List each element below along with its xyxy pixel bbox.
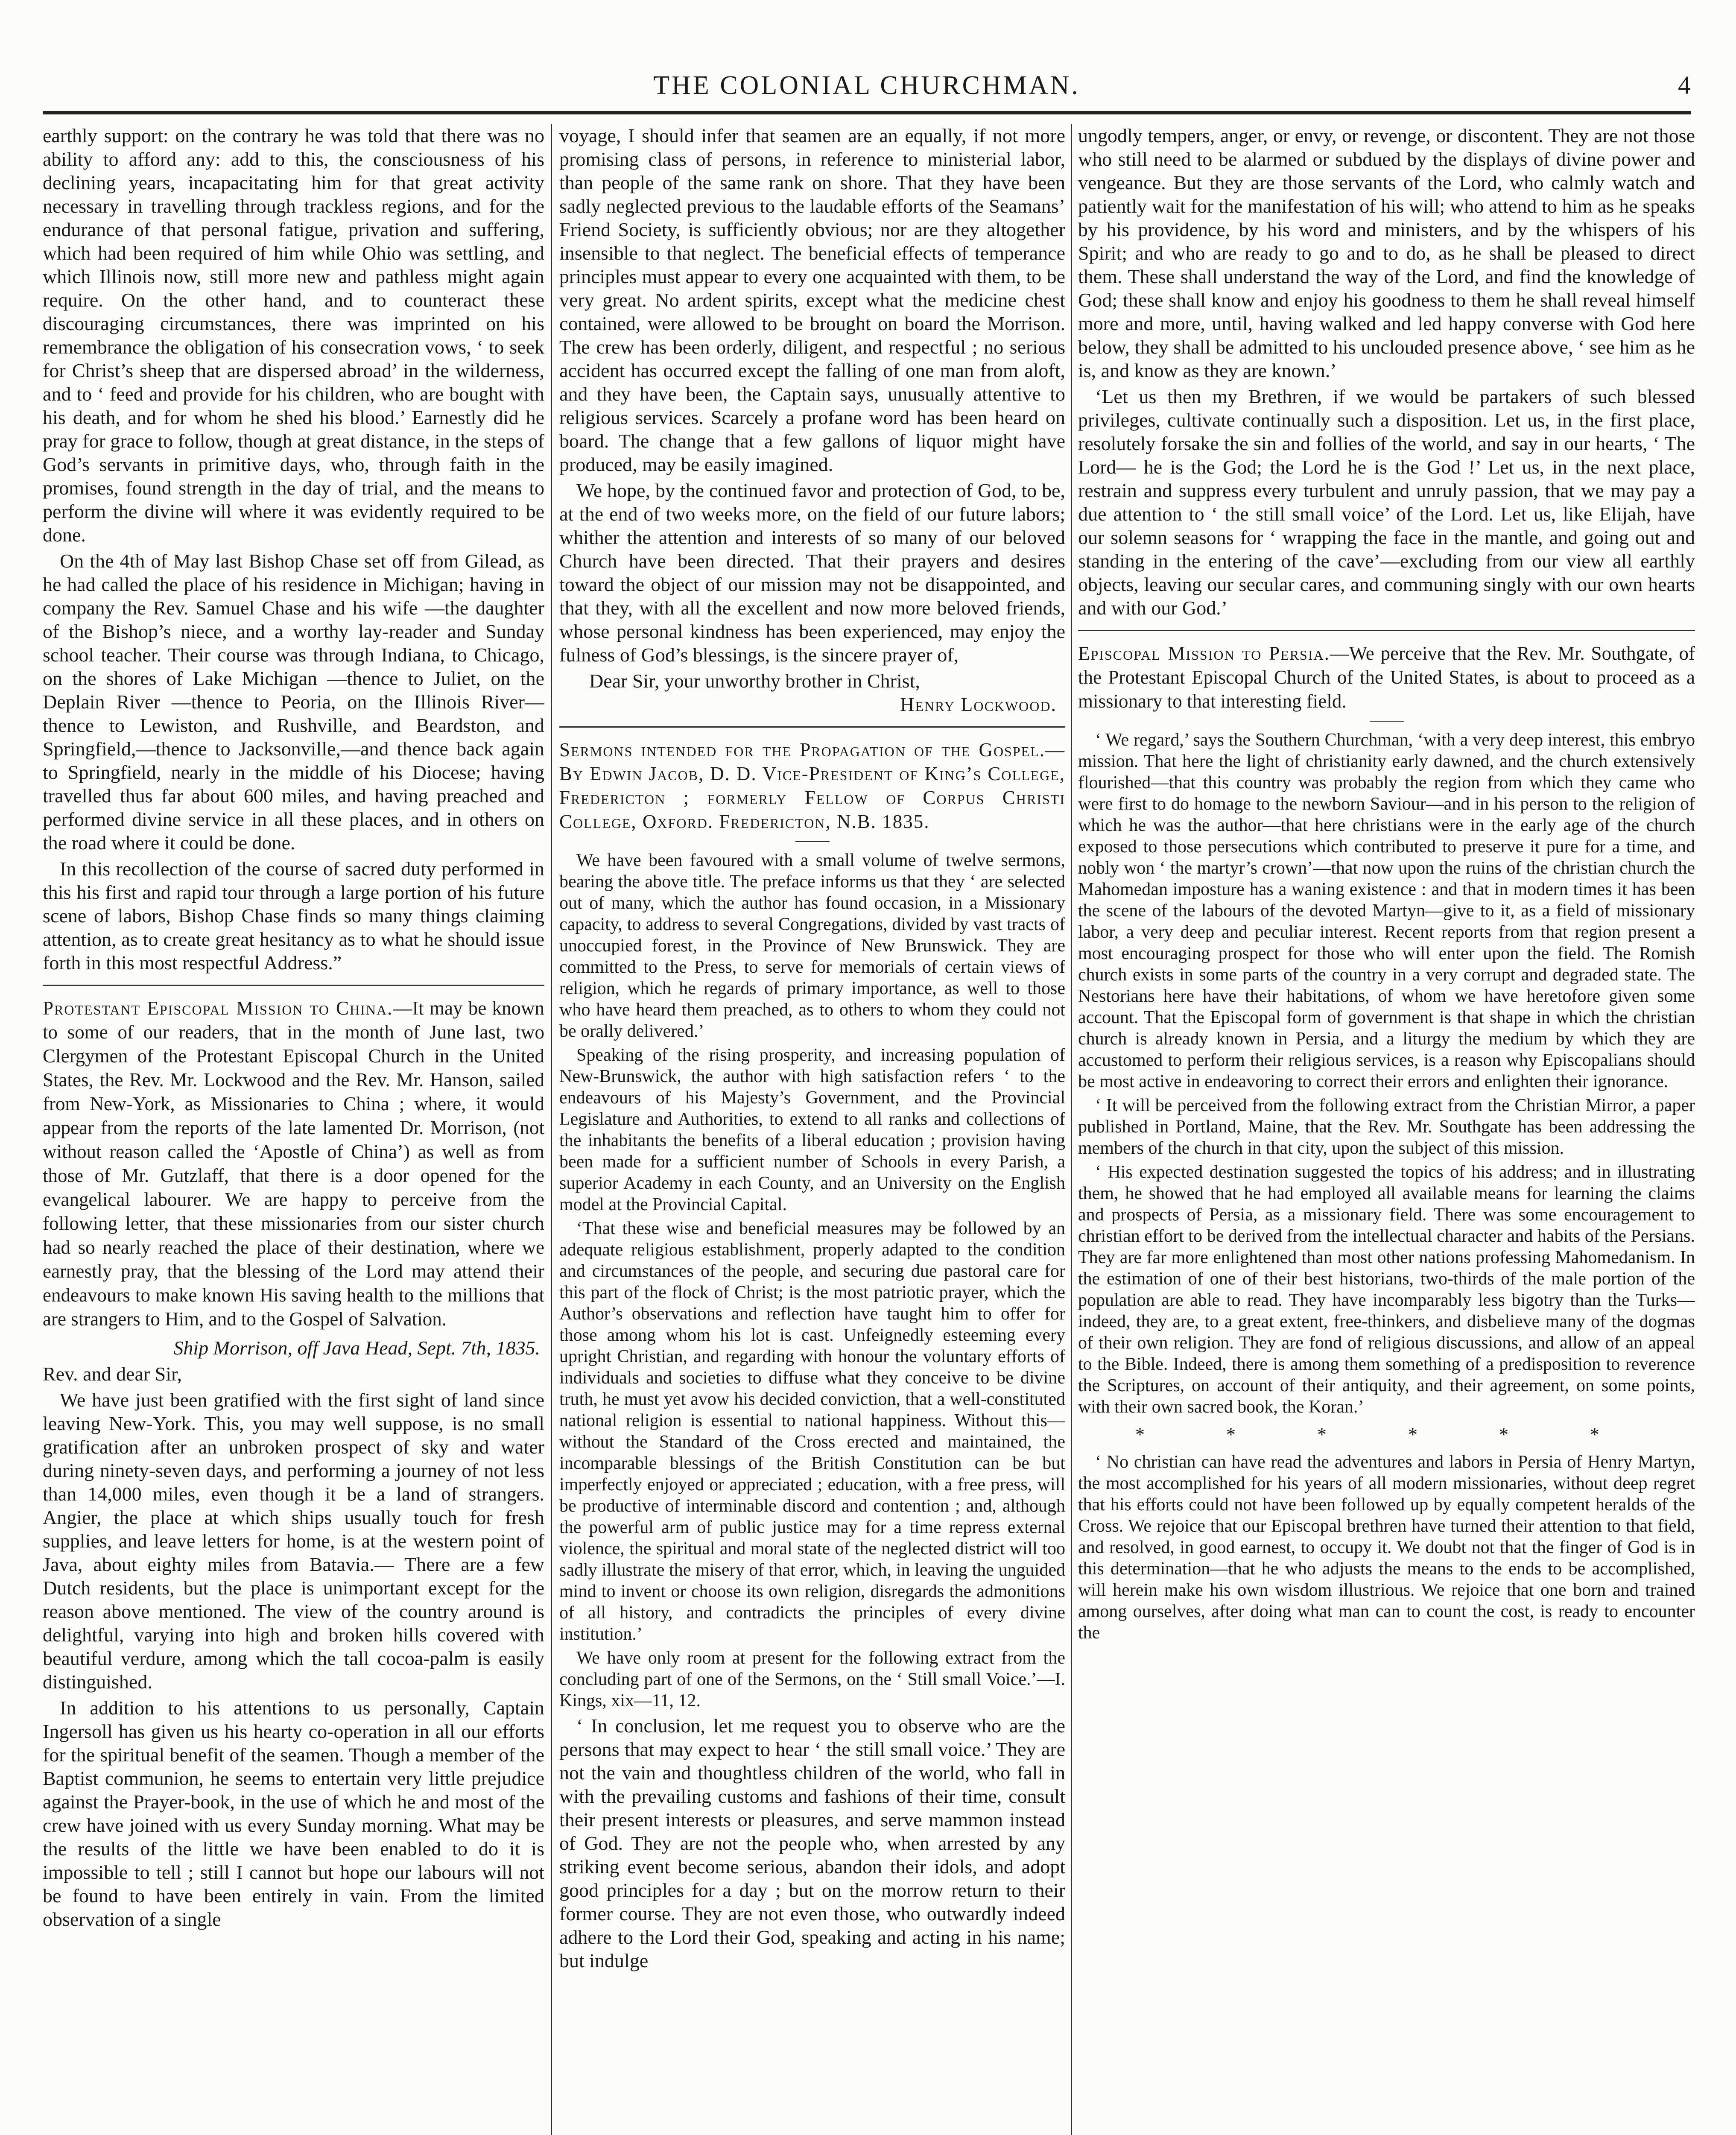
paragraph: ‘ We regard,’ says the Southern Churchman, ‘with a very deep interest, this embryo mission. That here the light of christianity early dawned, and the church extensively flourished—that this country was probably the region from which they came who were first to do homage to the newborn Saviour—and in his person to the religion of which he was the author—that here christians were in the early age of the church exposed to those persecutions which contributed to preserve it pure for a time, and nobly won ‘ the martyr’s crown’—that now upon the ruins of the christian church the Mahomedan imposture has a waning existence : and that in modern times it has been the scene of the labours of the devoted Martyn—give to it, as a field of missionary labor, a very deep and peculiar interest. Recent reports from that region present a most encouraging prospect for those who will enter upon the field. The Romish church exists in some parts of the country in a very corrupt and degraded state. The Nestorians here have their habitations, of whom we have heretofore given some account. That the Episcopal form of government is that shape in which the christian church is already known in Persia, and a liturgy the medium by which they are accustomed to perform their religious services, is a reason why Episcopalians should be most active in endeavoring to correct their errors and enlighten their ignorance. [1078, 730, 1695, 1091]
paragraph: We have just been gratified with the first sight of land since leaving New-York. This, you may well suppose, is no small gratification after an unbroken prospect of sky and water during ninety-seven days, and performing a journey of not less than 14,000 miles, even though it be a land of strangers. Angier, the place at which ships usually touch for fresh supplies, and leave letters for home, is at the western point of Java, about eighty miles from Batavia.— There are a few Dutch residents, but the place is unimportant except for the reason above mentioned. The view of the country around is delightful, varying into high and broken hills covered with beautiful verdure, among which the tall cocoa-palm is easily distinguished. [43, 1389, 544, 1693]
paragraph: ‘That these wise and beneficial measures may be followed by an adequate religious establishment, properly adapted to the condition and circumstances of the people, and securing due pastoral care for this part of the flock of Christ; is the most patriotic prayer, which the Author’s observations and reflection have taught him to offer for those among whom his lot is cast. Unfeignedly esteeming every upright Christian, and regarding with honour the voluntary efforts of individuals and societies to diffuse what they conceive to be divine truth, he must yet avow his decided conviction, that a well-constituted national religion is essential to national happiness. Without this—without the Standard of the Cross erected and maintained, the incomparable blessings of the British Constitution can be but imperfectly enjoyed or appreciated ; education, with a free press, will be productive of interminable discord and contention ; and, although the powerful arm of public justice may for a time repress external violence, the spiritual and moral state of the neglected district will too sadly illustrate the misery of that error, which, in leaving the unguided mind to invent or choose its own religion, disregards the admonitions of all history, and contradicts the principles of every divine institution.’ [559, 1219, 1065, 1644]
column-2 [559, 124, 1065, 2135]
article-heading: Episcopal Mission to Persia. [1078, 643, 1330, 664]
article-heading: Protestant Episcopal Mission to China. [43, 997, 393, 1019]
paragraph: ‘ His expected destination suggested the topics of his address; and in illustrating them, he showed that he had employed all available means for learning the claims and prospects of Persia, as a missionary field. There was some encouragement to christian effort to be derived from the intellectual character and habits of the Persians. They are far more enlightened than most other nations professing Mahomedanism. In the estimation of one of their best historians, two-thirds of the male portion of the population are able to read. They have incomparably less bigotry than the Turks—indeed, they are, to a great extent, free-thinkers, and disbelieve many of the dogmas of their own religion. They are fond of religious discussions, and allow of an appeal to the Bible. Indeed, there is among them something of a predisposition to reverence the Scriptures, on account of their antiquity, and their agreement, on some points, with their own sacred book, the Koran.’ [1078, 1162, 1695, 1417]
paragraph: ‘ In conclusion, let me request you to observe who are the persons that may expect to hear ‘ the still small voice.’ They are not the vain and thoughtless children of the world, who fall in with the prevailing customs and fashions of their time, consult their present interests or pleasures, and serve mammon instead of God. They are not the people who, when arrested by any striking event become serious, abandon their idols, and adopt good principles for a day ; but on the morrow return to their former course. They are not even those, who outwardly indeed adhere to the Lord their God, speaking and acting in his name; but indulge [559, 1715, 1065, 1971]
newspaper-title: THE COLONIAL CHURCHMAN. [653, 71, 1080, 100]
paragraph: In this recollection of the course of sacred duty performed in this his first and rapid tour through a large portion of his future scene of labors, Bishop Chase finds so many things claiming attention, as to create great hesitancy as to what he should issue forth in this most respectful Address.” [43, 858, 544, 974]
paragraph: We have been favoured with a small volume of twelve sermons, bearing the above title. The preface informs us that they ‘ are selected out of many, which the author has found occasion, in a Missionary capacity, to address to several Congregations, divided by vast tracts of unoccupied forest, in the Province of New Brunswick. They are committed to the Press, to serve for memorials of certain views of religion, which he regards of primary importance, as well to those who have heard them preached, as to others to whom they could not be orally delivered.’ [559, 851, 1065, 1041]
letter-salutation: Rev. and dear Sir, [43, 1363, 182, 1385]
paragraph: In addition to his attentions to us personally, Captain Ingersoll has given us his hearty co-operation in all our efforts for the spiritual benefit of the seamen. Though a member of the Baptist communion, he seems to entertain very little prejudice against the Prayer-book, in the use of which he and most of the crew have joined with us every Sunday morning. What may be the results of the little we have been enabled to do it is impossible to tell ; still I cannot but hope our labours will not be found to have been entirely in vain. From the limited observation of a single [43, 1697, 544, 1930]
article-heading-sermons: Sermons intended for the Propagation of the Gospel.—By Edwin Jacob, D. D. Vice-President of King’s College, Fredericton ; formerly Fellow of Corpus Christi College, Oxford. Fredericton, N.B. 1835. [559, 739, 1065, 832]
column-1 [43, 124, 544, 2135]
short-rule [795, 841, 830, 842]
column-divider [1071, 124, 1072, 2135]
section-stars: * * * * * * [1135, 1424, 1638, 1445]
article-china [43, 996, 544, 1331]
masthead-rule [43, 111, 1691, 114]
paragraph: ‘ It will be perceived from the following extract from the Christian Mirror, a paper published in Portland, Maine, that the Rev. Mr. Southgate has been addressing the members of the church in that city, upon the subject of this mission. [1078, 1096, 1695, 1158]
masthead [43, 70, 1691, 109]
article-body: —It may be known to some of our readers, that in the month of June last, two Clergymen of the Protestant Episcopal Church in the United States, the Rev. Mr. Lockwood and the Rev. Mr. Hanson, sailed from New-York, as Missionaries to China ; where, it would appear from the reports of the late lamented Dr. Morrison, (not without reason called the ‘Apostle of China’) as well as from those of Mr. Gutzlaff, that there is a door opened for the evangelical labourer. We are happy to perceive from the following letter, that these missionaries from our sister church had so nearly reached the place of their destination, where we earnestly pray, that the blessing of the Lord may attend their endeavours to make known His saving health to the millions that are strangers to Him, and to the Gospel of Salvation. [43, 997, 544, 1330]
letter-dateline: Ship Morrison, off Java Head, Sept. 7th, 1835. [173, 1337, 540, 1359]
paragraph: We hope, by the continued favor and protection of God, to be, at the end of two weeks more, on the field of our future labors; whither the attention and interests of so many of our beloved Church have been directed. That their prayers and desires toward the object of our mission may not be disappointed, and that they, with all the excellent and now more beloved friends, whose personal kindness has been experienced, may enjoy the fulness of God’s blessings, is the sincere prayer of, [559, 480, 1065, 666]
letter-signature: Henry Lockwood. [900, 693, 1057, 715]
paragraph: ‘Let us then my Brethren, if we would be partakers of such blessed privileges, cultivate continually such a disposition. Let us, in the first place, resolutely forsake the sin and follies of the world, and say in our hearts, ‘ The Lord— he is the God; the Lord he is the God !’ Let us, in the next place, restrain and suppress every turbulent and unruly passion, that we may pay a due attention to ‘ the still small voice’ of the Lord. Let us, like Elijah, have our solemn seasons for ‘ wrapping the face in the mantle, and going out and standing in the entering of the cave’—excluding from our view all earthly objects, leaving our secular cares, and communing singly with our own hearts and with our God.’ [1078, 386, 1695, 619]
section-rule [559, 726, 1065, 728]
article-persia [1078, 641, 1695, 713]
short-rule [1370, 721, 1404, 722]
page-number: 4 [1678, 71, 1691, 99]
column-3 [1078, 124, 1695, 2135]
letter-closing: Dear Sir, your unworthy brother in Christ, [589, 670, 920, 692]
paragraph: ‘ No christian can have read the adventures and labors in Persia of Henry Martyn, the most accomplished for his years of all modern missionaries, without deep regret that his efforts could not have been followed up by equally competent heralds of the Cross. We rejoice that our Episcopal brethren have turned their attention to that field, and resolved, in good earnest, to occupy it. We doubt not that the finger of God is in this determination—that he who adjusts the means to the ends to be accomplished, will herein make his own wisdom illustrious. We rejoice that one born and trained among ourselves, after doing what man can to count the cost, is ready to encounter the [1078, 1452, 1695, 1643]
section-rule [1078, 630, 1695, 631]
paragraph: We have only room at present for the following extract from the concluding part of one of the Sermons, on the ‘ Still small Voice.’—I. Kings, xix—11, 12. [559, 1648, 1065, 1711]
paragraph: ungodly tempers, anger, or envy, or revenge, or discontent. They are not those who still need to be alarmed or subdued by the displays of divine power and vengeance. But they are those servants of the Lord, who calmly watch and patiently wait for the manifestation of his will; who attend to him as he speaks by his providence, by his word and ministers, and by the whispers of his Spirit; and who are ready to go and to do, as he shall be pleased to direct them. These shall understand the way of the Lord, and find the knowledge of God; these shall know and enjoy his goodness to them he shall reveal himself more and more, until, having walked and led happy converse with God here below, they shall be admitted to his unclouded presence above, ‘ see him as he is, and know as they are known.’ [1078, 125, 1695, 381]
column-divider [551, 124, 552, 2135]
paragraph: Speaking of the rising prosperity, and increasing population of New-Brunswick, the author with high satisfaction refers ‘ to the endeavours of his Majesty’s Government, and the Provincial Legislature and Authorities, to extend to all ranks and collections of the inhabitants the benefits of a liberal education ; provision having been made for a sufficient number of Schools in every Parish, a superior Academy in each County, and an University on the English model at the Provincial Capital. [559, 1045, 1065, 1214]
article-body: —We perceive that the Rev. Mr. Southgate, of the Protestant Episcopal Church of the United States, is about to proceed as a missionary to that interesting field. [1078, 643, 1695, 712]
paragraph: On the 4th of May last Bishop Chase set off from Gilead, as he had called the place of his residence in Michigan; having in company the Rev. Samuel Chase and his wife —the daughter of the Bishop’s niece, and a worthy lay-reader and Sunday school teacher. Their course was through Indiana, to Chicago, on the shores of Lake Michigan —thence to Juliet, on the Deplain River —thence to Peoria, on the Illinois River— thence to Lewiston, and Rushville, and Beardston, and Springfield,—thence to Jacksonville,—and thence back again to Springfield, nearly in the middle of his Diocese; having travelled thus far about 600 miles, and having preached and performed divine service in all these places, and in others on the road where it could be done. [43, 550, 544, 854]
paragraph: earthly support: on the contrary he was told that there was no ability to afford any: add to this, the consciousness of his declining years, incapacitating him for that great activity necessary in travelling through trackless regions, and for the endurance of that personal fatigue, privation and suffering, which had been required of him while Ohio was settling, and which Illinois now, still more new and pathless might again require. On the other hand, and to counteract these discouraging circumstances, there was imprinted on his remembrance the obligation of his consecration vows, ‘ to seek for Christ’s sheep that are dispersed abroad’ in the wilderness, and to ‘ feed and provide for his children, who are bought with his death, and for whom he shed his blood.’ Earnestly did he pray for grace to follow, though at great distance, in the steps of God’s servants in primitive days, who, through faith in the promises, found strength in the day of trial, and the means to perform the divine will where it was evidently required to be done. [43, 125, 544, 546]
paragraph: voyage, I should infer that seamen are an equally, if not more promising class of persons, in reference to ministerial labor, than people of the same rank on shore. That they have been sadly neglected previous to the laudable efforts of the Seamans’ Friend Society, is sufficiently obvious; nor are they altogether insensible to that neglect. The beneficial effects of temperance principles must appear to every one acquainted with them, to be very great. No ardent spirits, except what the medicine chest contained, were allowed to be brought on board the Morrison. The crew has been orderly, diligent, and respectful ; no serious accident has occurred except the falling of one man from aloft, and they have been, the Captain says, unusually attentive to religious services. Scarcely a profane word has been heard on board. The change that a few gallons of liquor might have produced, may be easily imagined. [559, 125, 1065, 475]
section-rule [43, 985, 544, 986]
